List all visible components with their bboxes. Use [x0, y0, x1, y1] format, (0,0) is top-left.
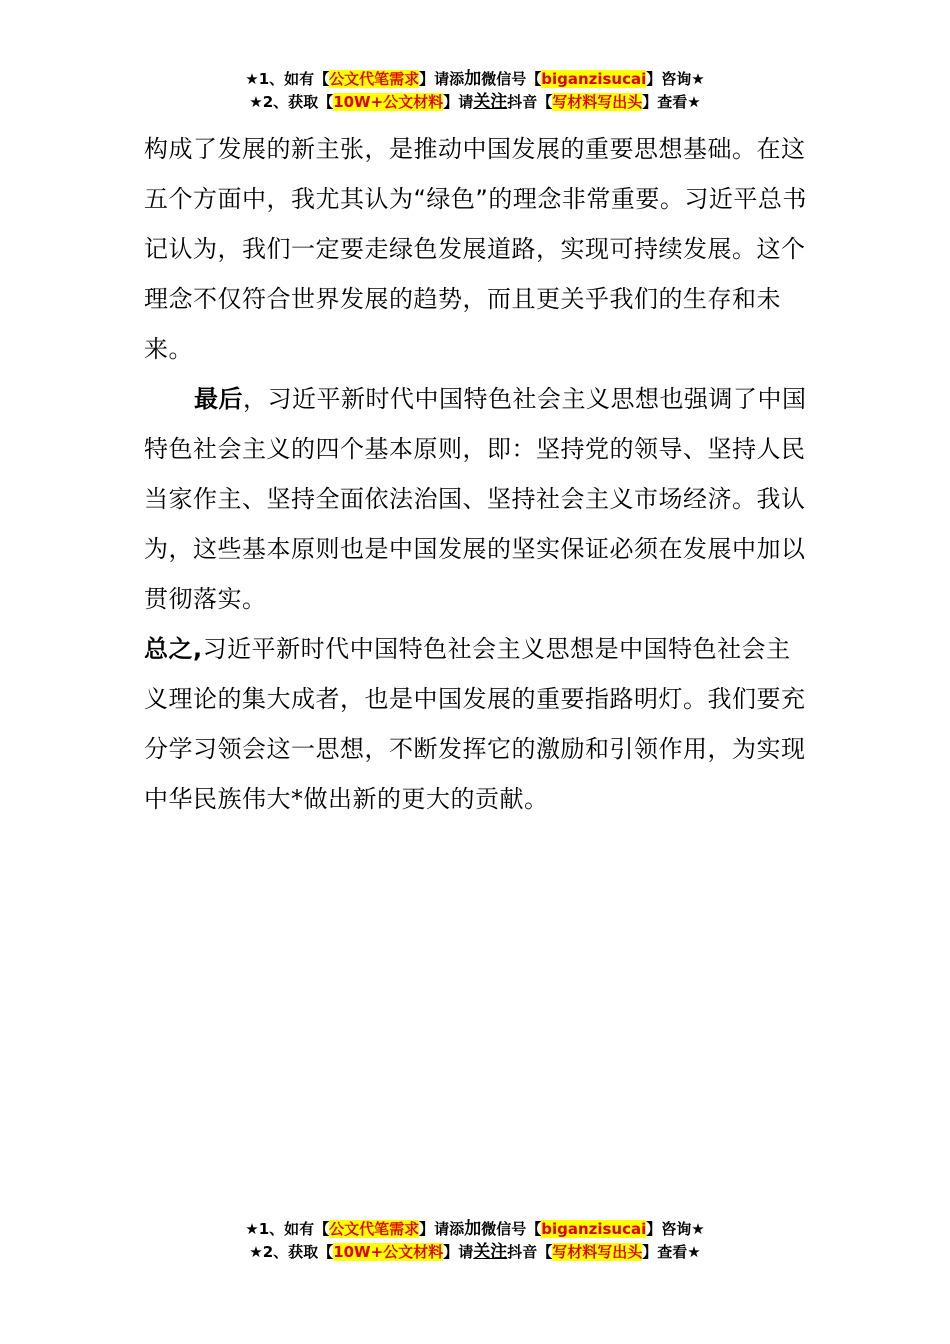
- banner-text: 】查看★: [642, 1243, 701, 1261]
- banner-text: 】咨询★: [646, 70, 705, 88]
- footer-banner: [0, 1218, 950, 1264]
- banner-text: ★1、如有【: [245, 1220, 330, 1238]
- paragraph-2: [144, 374, 814, 624]
- banner-text: 抖音【: [507, 93, 553, 111]
- banner-text: 】查看★: [642, 93, 701, 111]
- banner-text: 】请添: [419, 70, 465, 88]
- banner-line-1: [0, 68, 950, 91]
- banner-text: 】请: [443, 93, 474, 111]
- paragraph-text: ，习近平新时代中国特色社会主义思想也强调了中国特色社会主义的四个基本原则，即：坚持党的领导、坚持人民当家作主、坚持全面依法治国、坚持社会主义市场经济。我认为，这些基本原则也是中国发展的坚实保证必须在发展中加以贯彻落实。: [144, 385, 807, 613]
- banner-text: ★2、获取【: [249, 93, 334, 111]
- douyin-id-highlight: 写材料写出头: [552, 1243, 643, 1261]
- banner-line-2: [0, 91, 950, 114]
- banner-highlight: 公文代笔需求: [329, 1220, 420, 1238]
- banner-text: 微信号【: [481, 1220, 542, 1238]
- banner-underline-text: 关注: [473, 92, 508, 112]
- banner-text: 加: [464, 1219, 482, 1239]
- banner-text: ★1、如有【: [245, 70, 330, 88]
- header-banner: [0, 68, 950, 114]
- banner-text: 加: [464, 69, 482, 89]
- wechat-id-highlight: biganzisucai: [541, 70, 647, 88]
- banner-text: 】请: [443, 1243, 474, 1261]
- paragraph-3: [144, 624, 814, 824]
- paragraph-text: 习近平新时代中国特色社会主义思想是中国特色社会主义理论的集大成者，也是中国发展的重要指路明灯。我们要充分学习领会这一思想，不断发挥它的激励和引领作用，为实现中华民族伟大*做出新的更大的贡献。: [144, 635, 806, 813]
- douyin-id-highlight: 写材料写出头: [552, 93, 643, 111]
- paragraph-lead-bold: 最后: [194, 385, 243, 413]
- paragraph-1: 构成了发展的新主张，是推动中国发展的重要思想基础。在这五个方面中，我尤其认为“绿色”的理念非常重要。习近平总书记认为，我们一定要走绿色发展道路，实现可持续发展。这个理念不仅符合世界发展的趋势，而且更关乎我们的生存和未来。: [144, 135, 807, 363]
- banner-text: 抖音【: [507, 1243, 553, 1261]
- banner-highlight: 10W+公文材料: [333, 1243, 444, 1261]
- banner-text: 】请添: [419, 1220, 465, 1238]
- banner-text: 微信号【: [481, 70, 542, 88]
- banner-highlight: 公文代笔需求: [329, 70, 420, 88]
- document-body: [144, 124, 814, 824]
- banner-underline-text: 关注: [473, 1242, 508, 1262]
- wechat-id-highlight: biganzisucai: [541, 1220, 647, 1238]
- banner-highlight: 10W+公文材料: [333, 93, 444, 111]
- paragraph-lead-bold: 总之,: [144, 635, 203, 663]
- banner-line-1: [0, 1218, 950, 1241]
- banner-text: 】咨询★: [646, 1220, 705, 1238]
- banner-text: ★2、获取【: [249, 1243, 334, 1261]
- banner-line-2: [0, 1241, 950, 1264]
